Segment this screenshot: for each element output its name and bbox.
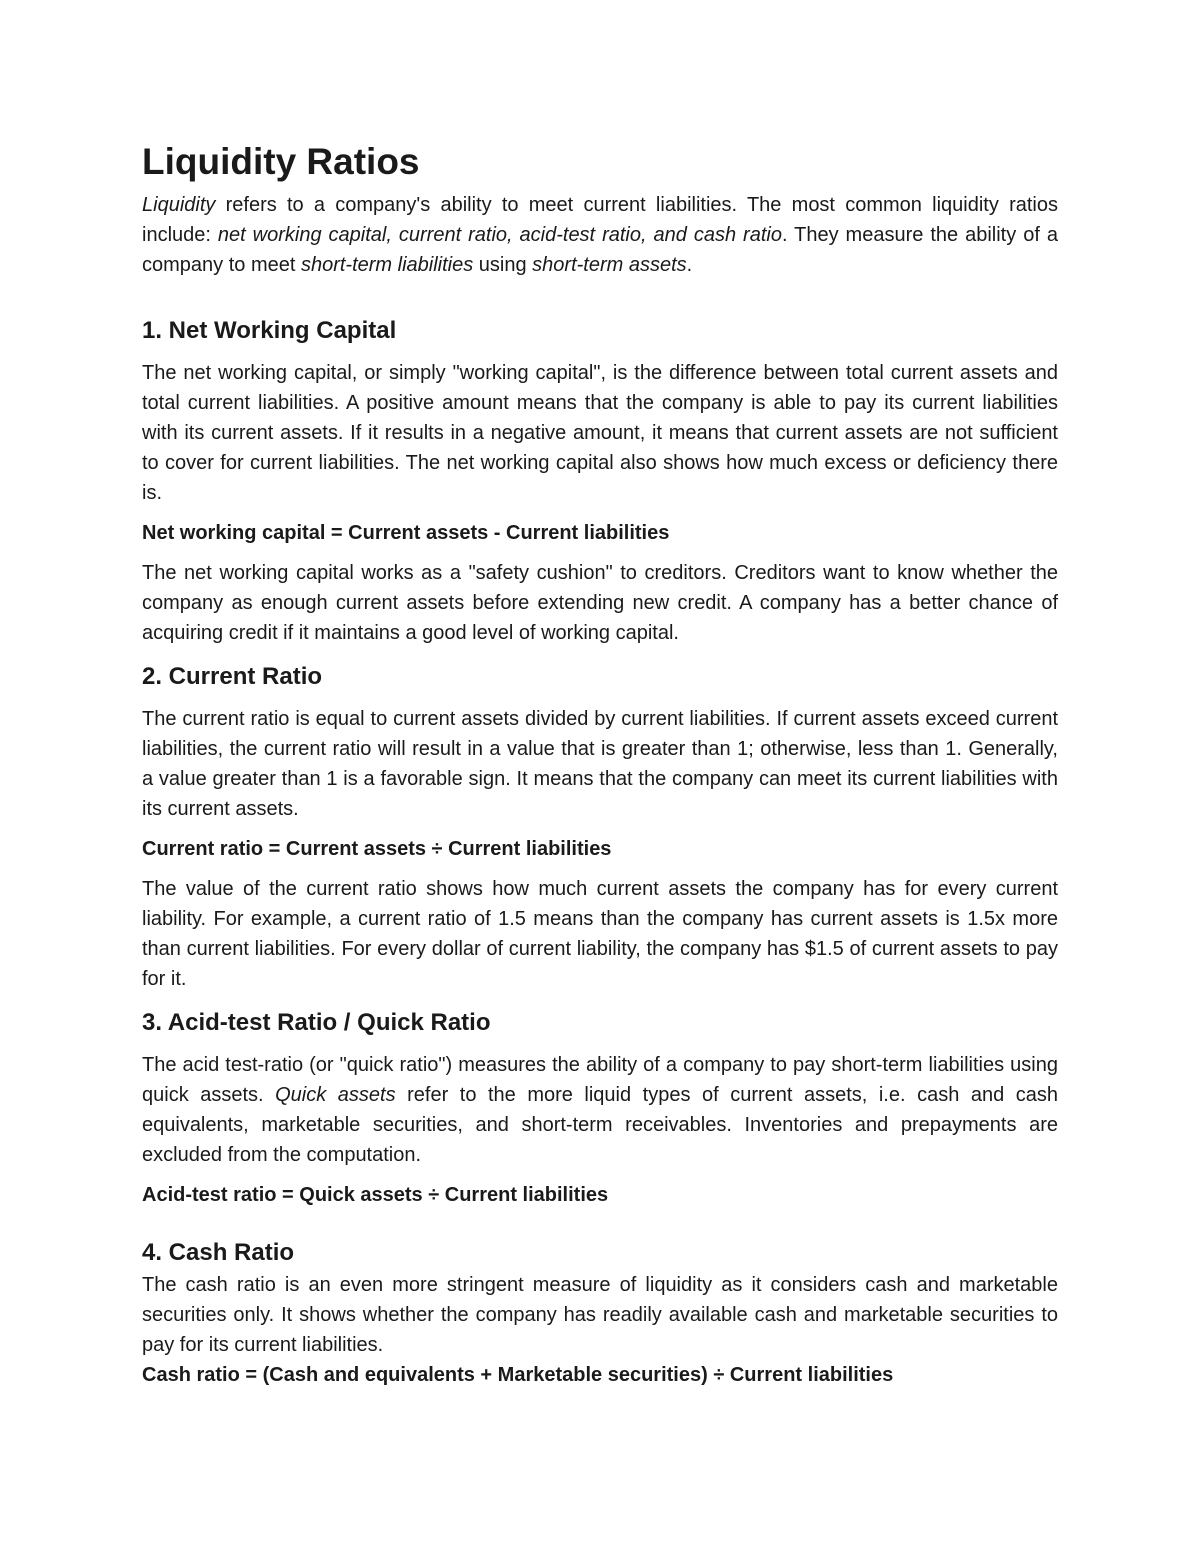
net-working-capital-paragraph-2: The net working capital works as a "safety cushion" to creditors. Creditors want to know whether the company as enough current assets before extending new credit. A company has a better chance of acquiring credit if it maintains a good level of working capital.	[142, 562, 1058, 644]
net-working-capital-paragraph-1: The net working capital, or simply "working capital", is the difference between total current assets and total current liabilities. A positive amount means that the company is able to pay its current liabilities with its current assets. If it results in a negative amount, it means that current assets are not sufficient to cover for current liabilities. The net working capital also shows how much excess or deficiency there is.	[142, 362, 1058, 504]
document-page	[142, 140, 1058, 1390]
current-ratio-paragraph-1: The current ratio is equal to current assets divided by current liabilities. If current assets exceed current liabilities, the current ratio will result in a value that is greater than 1; otherwise, less than 1. Generally, a value greater than 1 is a favorable sign. It means that the company can meet its current liabilities with its current assets.	[142, 708, 1058, 820]
section-heading-current-ratio: 2. Current Ratio	[142, 663, 323, 690]
acid-test-quick-assets-term: Quick assets	[275, 1084, 396, 1106]
intro-text-2: . They measure the ability of a company to meet	[142, 224, 1058, 276]
intro-term: Liquidity	[142, 194, 216, 216]
intro-ratios-list: net working capital, current ratio, acid-test ratio, and cash ratio	[217, 224, 782, 246]
net-working-capital-formula: Net working capital = Current assets - Current liabilities	[142, 522, 670, 544]
intro-text-3: using	[473, 254, 533, 276]
current-ratio-paragraph-2: The value of the current ratio shows how much current assets the company has for every current liability. For example, a current ratio of 1.5 means than the company has current assets is 1.5x more than current liabilities. For every dollar of current liability, the company has $1.5 of current assets to pay for it.	[142, 878, 1058, 990]
current-ratio-formula: Current ratio = Current assets ÷ Current liabilities	[142, 838, 612, 860]
section-heading-acid-test-ratio: 3. Acid-test Ratio / Quick Ratio	[142, 1009, 491, 1036]
cash-ratio-formula: Cash ratio = (Cash and equivalents + Marketable securities) ÷ Current liabilities	[142, 1364, 894, 1386]
acid-test-text-b: refer to the more liquid types of current assets, i.e. cash and cash equivalents, marketable securities, and short-term receivables. Inventories and prepayments are excluded from the computation.	[142, 1084, 1058, 1166]
acid-test-ratio-formula: Acid-test ratio = Quick assets ÷ Current liabilities	[142, 1184, 609, 1206]
section-heading-cash-ratio: 4. Cash Ratio	[142, 1239, 295, 1266]
acid-test-ratio-paragraph-1	[142, 1050, 1058, 1170]
intro-short-term-liabilities: short-term liabilities	[300, 254, 474, 276]
intro-short-term-assets: short-term assets	[532, 254, 687, 276]
page-title: Liquidity Ratios	[142, 141, 420, 182]
intro-text-4: .	[686, 254, 693, 276]
cash-ratio-paragraph-1: The cash ratio is an even more stringent measure of liquidity as it considers cash and marketable securities only. It shows whether the company has readily available cash and marketable securities to pay for its current liabilities.	[142, 1274, 1058, 1356]
section-heading-net-working-capital: 1. Net Working Capital	[142, 317, 397, 344]
intro-paragraph	[142, 190, 1058, 280]
intro-text-1: refers to a company's ability to meet current liabilities. The most common liquidity ratios include:	[142, 194, 1058, 246]
acid-test-text-a: The acid test-ratio (or "quick ratio") measures the ability of a company to pay short-term liabilities using quick assets.	[142, 1054, 1058, 1106]
